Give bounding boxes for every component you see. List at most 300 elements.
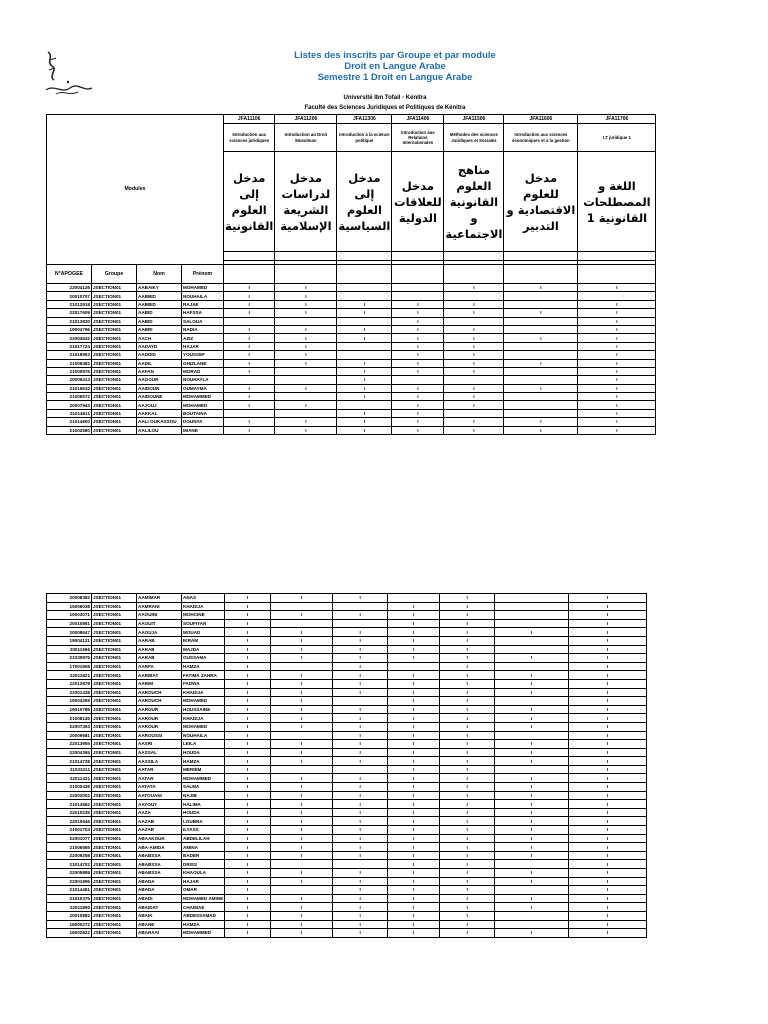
column-header-spacer bbox=[224, 265, 275, 284]
student-apogee: 19004796 bbox=[47, 325, 92, 333]
enrollment-mark-1: I bbox=[224, 359, 275, 367]
student-lastname: AATAR bbox=[137, 774, 182, 783]
student-row bbox=[47, 929, 647, 938]
enrollment-mark-5 bbox=[444, 376, 504, 384]
header-spacer-cell bbox=[444, 252, 504, 261]
student-apogee: 22004365 bbox=[47, 748, 92, 757]
student-group: JSECTION01 bbox=[92, 409, 137, 417]
enrollment-mark-6: I bbox=[495, 671, 569, 680]
enrollment-mark-2 bbox=[271, 886, 333, 895]
student-row bbox=[47, 418, 656, 426]
student-apogee: 22001438 bbox=[47, 688, 92, 697]
student-lastname: AADDID bbox=[137, 351, 182, 359]
enrollment-mark-7: I bbox=[578, 426, 656, 434]
enrollment-mark-1: I bbox=[225, 903, 271, 912]
enrollment-mark-3 bbox=[333, 619, 388, 628]
student-apogee: 20007943 bbox=[47, 401, 92, 409]
student-group: JSECTION01 bbox=[92, 826, 137, 835]
enrollment-mark-2: I bbox=[275, 384, 337, 392]
module-name-fr-7: LT juridique 1 bbox=[578, 124, 656, 152]
student-firstname: SALOUA bbox=[182, 317, 224, 325]
student-row bbox=[47, 342, 656, 350]
enrollment-mark-4: I bbox=[388, 903, 440, 912]
enrollment-mark-3: I bbox=[333, 705, 388, 714]
enrollment-mark-5: I bbox=[444, 342, 504, 350]
module-name-fr-6: Introduction aux sciences économiques et à la gestion bbox=[504, 124, 578, 152]
student-row bbox=[47, 334, 656, 342]
enrollment-mark-7: I bbox=[569, 722, 647, 731]
student-lastname: AABID bbox=[137, 317, 182, 325]
enrollment-mark-1: I bbox=[225, 929, 271, 938]
enrollment-mark-7: I bbox=[569, 654, 647, 663]
enrollment-mark-6: I bbox=[495, 757, 569, 766]
enrollment-mark-2: I bbox=[271, 808, 333, 817]
enrollment-mark-5: I bbox=[444, 351, 504, 359]
student-lastname: AAKKAL bbox=[137, 409, 182, 417]
student-apogee: 21006572 bbox=[47, 393, 92, 401]
enrollment-mark-2: I bbox=[271, 903, 333, 912]
enrollment-mark-4: I bbox=[392, 367, 444, 375]
enrollment-mark-1: I bbox=[225, 748, 271, 757]
student-lastname: AABRI bbox=[137, 325, 182, 333]
column-header-spacer bbox=[504, 265, 578, 284]
enrollment-mark-2 bbox=[271, 765, 333, 774]
list-title: Listes des inscrits par Groupe et par module bbox=[294, 50, 496, 61]
enrollment-table-page-1 bbox=[46, 114, 656, 435]
enrollment-mark-3: I bbox=[333, 834, 388, 843]
enrollment-mark-6: I bbox=[504, 309, 578, 317]
student-group: JSECTION01 bbox=[92, 740, 137, 749]
enrollment-mark-5: I bbox=[440, 903, 495, 912]
enrollment-mark-3: I bbox=[333, 800, 388, 809]
enrollment-mark-4: I bbox=[388, 817, 440, 826]
enrollment-mark-2: I bbox=[271, 611, 333, 620]
enrollment-mark-7: I bbox=[569, 705, 647, 714]
student-lastname: AABBID bbox=[137, 292, 182, 300]
enrollment-mark-4: I bbox=[392, 334, 444, 342]
enrollment-mark-6: I bbox=[495, 894, 569, 903]
student-firstname: OUMAYMA bbox=[182, 384, 224, 392]
enrollment-mark-3: I bbox=[333, 894, 388, 903]
student-group: JSECTION01 bbox=[92, 284, 137, 292]
enrollment-mark-6: I bbox=[495, 817, 569, 826]
header-spacer-cell bbox=[578, 252, 656, 261]
enrollment-mark-1: I bbox=[225, 731, 271, 740]
enrollment-mark-2 bbox=[271, 619, 333, 628]
enrollment-mark-6: I bbox=[495, 929, 569, 938]
enrollment-mark-6 bbox=[504, 292, 578, 300]
enrollment-mark-5: I bbox=[440, 851, 495, 860]
student-row bbox=[47, 367, 656, 375]
enrollment-mark-4 bbox=[392, 376, 444, 384]
enrollment-mark-6 bbox=[495, 731, 569, 740]
student-apogee: 22011890 bbox=[47, 903, 92, 912]
enrollment-mark-2: I bbox=[271, 740, 333, 749]
student-lastname: AAIDOUNE bbox=[137, 393, 182, 401]
enrollment-mark-2: I bbox=[271, 654, 333, 663]
column-header-groupe: Groupe bbox=[92, 265, 137, 284]
student-row bbox=[47, 783, 647, 792]
enrollment-mark-5: I bbox=[440, 697, 495, 706]
enrollment-mark-6 bbox=[495, 662, 569, 671]
student-lastname: AATATA bbox=[137, 783, 182, 792]
enrollment-mark-7: I bbox=[569, 920, 647, 929]
enrollment-mark-5: I bbox=[440, 791, 495, 800]
student-group: JSECTION01 bbox=[92, 611, 137, 620]
enrollment-mark-3: I bbox=[337, 384, 392, 392]
enrollment-mark-5: I bbox=[440, 826, 495, 835]
enrollment-mark-3: I bbox=[333, 774, 388, 783]
student-lastname: AASSAL bbox=[137, 748, 182, 757]
enrollment-mark-5: I bbox=[444, 393, 504, 401]
enrollment-mark-4 bbox=[388, 594, 440, 603]
enrollment-mark-4: I bbox=[392, 409, 444, 417]
enrollment-mark-2: I bbox=[271, 920, 333, 929]
enrollment-mark-5: I bbox=[440, 731, 495, 740]
enrollment-mark-6: I bbox=[495, 740, 569, 749]
student-firstname: ANAS bbox=[182, 594, 225, 603]
enrollment-mark-5: I bbox=[444, 300, 504, 308]
enrollment-mark-5: I bbox=[440, 722, 495, 731]
student-group: JSECTION01 bbox=[92, 594, 137, 603]
student-lastname: AAMRANI bbox=[137, 602, 182, 611]
enrollment-mark-1: I bbox=[225, 740, 271, 749]
student-row bbox=[47, 409, 656, 417]
enrollment-mark-2: I bbox=[271, 877, 333, 886]
module-code-4: JFA11406 bbox=[392, 115, 444, 124]
student-firstname: RAJAE bbox=[182, 300, 224, 308]
enrollment-mark-6: I bbox=[495, 851, 569, 860]
enrollment-mark-1: I bbox=[225, 619, 271, 628]
student-row bbox=[47, 384, 656, 392]
student-lastname: AASRI bbox=[137, 740, 182, 749]
enrollment-mark-3: I bbox=[337, 359, 392, 367]
enrollment-mark-2: I bbox=[271, 636, 333, 645]
student-apogee: 20008382 bbox=[47, 594, 92, 603]
enrollment-mark-7: I bbox=[569, 826, 647, 835]
enrollment-mark-3: I bbox=[333, 714, 388, 723]
enrollment-mark-6: I bbox=[495, 722, 569, 731]
student-lastname: AARAB bbox=[137, 654, 182, 663]
enrollment-mark-5: I bbox=[440, 929, 495, 938]
enrollment-mark-2 bbox=[271, 602, 333, 611]
enrollment-mark-7: I bbox=[578, 418, 656, 426]
student-apogee: 19003071 bbox=[47, 611, 92, 620]
enrollment-mark-4: I bbox=[388, 748, 440, 757]
enrollment-mark-2: I bbox=[271, 894, 333, 903]
student-firstname: KHADIJA bbox=[182, 602, 225, 611]
enrollment-mark-6: I bbox=[504, 334, 578, 342]
student-group: JSECTION01 bbox=[92, 376, 137, 384]
enrollment-mark-7: I bbox=[569, 894, 647, 903]
student-group: JSECTION01 bbox=[92, 731, 137, 740]
student-group: JSECTION01 bbox=[92, 929, 137, 938]
student-apogee: 22001077 bbox=[47, 834, 92, 843]
student-lastname: AALILOU bbox=[137, 426, 182, 434]
enrollment-mark-5: I bbox=[440, 817, 495, 826]
student-group: JSECTION01 bbox=[92, 367, 137, 375]
enrollment-mark-7: I bbox=[569, 877, 647, 886]
column-header-prenom: Prénom bbox=[182, 265, 224, 284]
enrollment-mark-4: I bbox=[388, 834, 440, 843]
student-firstname: HAMZA bbox=[182, 662, 225, 671]
enrollment-mark-5: I bbox=[440, 911, 495, 920]
enrollment-mark-7: I bbox=[578, 393, 656, 401]
student-lastname: ABAAKOUK bbox=[137, 834, 182, 843]
student-group: JSECTION01 bbox=[92, 877, 137, 886]
enrollment-mark-1: I bbox=[225, 808, 271, 817]
enrollment-mark-6: I bbox=[495, 654, 569, 663]
student-row bbox=[47, 800, 647, 809]
module-code-2: JFA11206 bbox=[275, 115, 337, 124]
enrollment-mark-3 bbox=[333, 697, 388, 706]
student-firstname: HOUSSAINE bbox=[182, 705, 225, 714]
student-row bbox=[47, 594, 647, 603]
enrollment-mark-1 bbox=[224, 317, 275, 325]
student-group: JSECTION01 bbox=[92, 309, 137, 317]
enrollment-mark-3: I bbox=[333, 877, 388, 886]
student-apogee: 21002580 bbox=[47, 426, 92, 434]
enrollment-mark-2: I bbox=[271, 843, 333, 852]
student-firstname: MERIEM bbox=[182, 765, 225, 774]
student-apogee: 21006585 bbox=[47, 843, 92, 852]
enrollment-mark-1: I bbox=[225, 834, 271, 843]
university-logo bbox=[40, 46, 96, 102]
enrollment-mark-2: I bbox=[271, 688, 333, 697]
enrollment-mark-3 bbox=[337, 284, 392, 292]
student-firstname: DRISS bbox=[182, 860, 225, 869]
semester-title: Semestre 1 Droit en Langue Arabe bbox=[317, 72, 473, 83]
enrollment-mark-6: I bbox=[495, 748, 569, 757]
student-apogee: 22011431 bbox=[47, 774, 92, 783]
student-row bbox=[47, 774, 647, 783]
enrollment-mark-1: I bbox=[224, 309, 275, 317]
enrollment-mark-3: I bbox=[333, 757, 388, 766]
student-lastname: AATAR bbox=[137, 765, 182, 774]
enrollment-mark-4: I bbox=[392, 418, 444, 426]
student-firstname: HALIMA bbox=[182, 800, 225, 809]
enrollment-mark-6 bbox=[495, 645, 569, 654]
enrollment-mark-4: I bbox=[388, 602, 440, 611]
enrollment-mark-7: I bbox=[578, 284, 656, 292]
student-group: JSECTION01 bbox=[92, 418, 137, 426]
student-firstname: MOHAMED AMINE bbox=[183, 896, 224, 902]
student-row bbox=[47, 351, 656, 359]
enrollment-mark-2: I bbox=[271, 783, 333, 792]
student-firstname: SOUFIYAN bbox=[182, 619, 225, 628]
enrollment-mark-3: I bbox=[333, 740, 388, 749]
module-name-fr-2: Introduction au Droit Musulman bbox=[275, 124, 337, 152]
enrollment-mark-5 bbox=[444, 317, 504, 325]
header-spacer-cell bbox=[275, 252, 337, 261]
student-group: JSECTION01 bbox=[92, 645, 137, 654]
enrollment-mark-1: I bbox=[225, 714, 271, 723]
enrollment-mark-4: I bbox=[388, 791, 440, 800]
enrollment-mark-1: I bbox=[224, 393, 275, 401]
enrollment-mark-3: I bbox=[333, 722, 388, 731]
student-group: JSECTION01 bbox=[92, 705, 137, 714]
enrollment-mark-4 bbox=[388, 662, 440, 671]
student-apogee: 21017724 bbox=[47, 342, 92, 350]
enrollment-mark-5: I bbox=[440, 869, 495, 878]
student-apogee: 22007363 bbox=[47, 722, 92, 731]
enrollment-mark-4: I bbox=[392, 300, 444, 308]
module-name-fr-1: Introduction aux sciences juridiques bbox=[224, 124, 275, 152]
enrollment-mark-4: I bbox=[388, 671, 440, 680]
enrollment-mark-6 bbox=[495, 765, 569, 774]
enrollment-mark-4: I bbox=[388, 757, 440, 766]
enrollment-mark-5: I bbox=[440, 619, 495, 628]
enrollment-mark-6: I bbox=[504, 284, 578, 292]
enrollment-mark-7: I bbox=[578, 367, 656, 375]
student-lastname: AAROUSSI bbox=[137, 731, 182, 740]
student-apogee: 21001703 bbox=[47, 826, 92, 835]
student-firstname: NAJIB bbox=[182, 791, 225, 800]
enrollment-mark-2 bbox=[275, 376, 337, 384]
enrollment-mark-5: I bbox=[440, 705, 495, 714]
student-row bbox=[47, 757, 647, 766]
enrollment-mark-5: I bbox=[444, 325, 504, 333]
enrollment-mark-4: I bbox=[388, 869, 440, 878]
enrollment-mark-3 bbox=[337, 401, 392, 409]
student-apogee: 20010707 bbox=[47, 292, 92, 300]
enrollment-mark-2: I bbox=[271, 628, 333, 637]
student-row bbox=[47, 791, 647, 800]
enrollment-mark-2: I bbox=[271, 826, 333, 835]
enrollment-mark-4: I bbox=[388, 714, 440, 723]
student-group: JSECTION01 bbox=[92, 791, 137, 800]
student-apogee: 22004126 bbox=[47, 284, 92, 292]
student-apogee: 21000439 bbox=[47, 783, 92, 792]
enrollment-mark-3 bbox=[337, 342, 392, 350]
enrollment-mark-2: I bbox=[275, 401, 337, 409]
student-row bbox=[47, 894, 647, 903]
enrollment-mark-7: I bbox=[569, 869, 647, 878]
student-group: JSECTION01 bbox=[92, 325, 137, 333]
enrollment-mark-3: I bbox=[333, 808, 388, 817]
enrollment-mark-3: I bbox=[337, 393, 392, 401]
enrollment-mark-3: I bbox=[337, 309, 392, 317]
enrollment-mark-2: I bbox=[271, 774, 333, 783]
enrollment-mark-4: I bbox=[388, 800, 440, 809]
enrollment-mark-2 bbox=[275, 409, 337, 417]
student-apogee: 22013955 bbox=[47, 740, 92, 749]
student-row bbox=[47, 645, 647, 654]
student-firstname: FATIMA ZAHRA bbox=[182, 671, 225, 680]
enrollment-mark-3: I bbox=[333, 662, 388, 671]
enrollment-table-page-2 bbox=[46, 593, 647, 938]
student-firstname: DOUNYA bbox=[182, 418, 224, 426]
enrollment-mark-7: I bbox=[569, 679, 647, 688]
enrollment-mark-7: I bbox=[569, 602, 647, 611]
student-firstname: MORAD bbox=[182, 367, 224, 375]
student-lastname: ABABSSA bbox=[137, 860, 182, 869]
enrollment-mark-4: I bbox=[388, 636, 440, 645]
enrollment-mark-5: I bbox=[440, 628, 495, 637]
enrollment-mark-7: I bbox=[578, 300, 656, 308]
student-firstname: IMANE bbox=[182, 426, 224, 434]
student-firstname: CHAIMAE bbox=[182, 903, 225, 912]
student-group: JSECTION01 bbox=[92, 911, 137, 920]
student-row bbox=[47, 748, 647, 757]
student-firstname: HAJAR bbox=[182, 342, 224, 350]
student-firstname: MOUAD bbox=[182, 628, 225, 637]
enrollment-mark-2: I bbox=[271, 594, 333, 603]
student-firstname: OMAR bbox=[182, 886, 225, 895]
student-firstname: MAJDA bbox=[182, 645, 225, 654]
student-group: JSECTION01 bbox=[92, 292, 137, 300]
student-apogee: 22005898 bbox=[47, 869, 92, 878]
enrollment-mark-7: I bbox=[569, 645, 647, 654]
enrollment-mark-5 bbox=[444, 292, 504, 300]
enrollment-mark-2: I bbox=[275, 284, 337, 292]
enrollment-mark-6: I bbox=[495, 834, 569, 843]
student-apogee: 21014461 bbox=[47, 886, 92, 895]
enrollment-mark-5: I bbox=[440, 654, 495, 663]
enrollment-mark-6: I bbox=[495, 679, 569, 688]
student-group: JSECTION01 bbox=[92, 886, 137, 895]
student-group: JSECTION01 bbox=[92, 894, 137, 903]
student-firstname: MOHCINE bbox=[182, 611, 225, 620]
enrollment-mark-1: I bbox=[225, 705, 271, 714]
enrollment-mark-2: I bbox=[275, 292, 337, 300]
enrollment-mark-2 bbox=[275, 317, 337, 325]
student-group: JSECTION01 bbox=[92, 757, 137, 766]
student-group: JSECTION01 bbox=[92, 662, 137, 671]
enrollment-mark-3: I bbox=[337, 367, 392, 375]
student-apogee: 18000272 bbox=[47, 920, 92, 929]
enrollment-mark-7: I bbox=[569, 619, 647, 628]
enrollment-mark-4: I bbox=[388, 783, 440, 792]
enrollment-mark-7: I bbox=[569, 886, 647, 895]
student-lastname: AADAYD bbox=[137, 342, 182, 350]
student-lastname: AASSILA bbox=[137, 757, 182, 766]
enrollment-mark-2 bbox=[271, 860, 333, 869]
enrollment-mark-4: I bbox=[392, 401, 444, 409]
enrollment-mark-1: I bbox=[225, 886, 271, 895]
student-firstname: MOHAMED bbox=[182, 722, 225, 731]
enrollment-mark-1: I bbox=[225, 911, 271, 920]
enrollment-mark-1: I bbox=[225, 636, 271, 645]
student-row bbox=[47, 628, 647, 637]
student-group: JSECTION01 bbox=[92, 602, 137, 611]
enrollment-mark-1: I bbox=[224, 384, 275, 392]
enrollment-mark-5: I bbox=[444, 384, 504, 392]
enrollment-mark-5: I bbox=[440, 886, 495, 895]
enrollment-mark-7: I bbox=[569, 800, 647, 809]
student-apogee: 20010861 bbox=[47, 619, 92, 628]
enrollment-mark-4 bbox=[392, 292, 444, 300]
enrollment-mark-2: I bbox=[271, 748, 333, 757]
student-firstname: AMINA bbox=[182, 843, 225, 852]
student-lastname: AAOUJA bbox=[137, 628, 182, 637]
column-header-spacer bbox=[392, 265, 444, 284]
student-row bbox=[47, 300, 656, 308]
enrollment-mark-4: I bbox=[388, 860, 440, 869]
student-group: JSECTION01 bbox=[92, 393, 137, 401]
student-firstname: FADWA bbox=[182, 679, 225, 688]
enrollment-mark-3: I bbox=[333, 645, 388, 654]
enrollment-mark-5: I bbox=[440, 748, 495, 757]
enrollment-mark-6: I bbox=[495, 714, 569, 723]
enrollment-mark-5: I bbox=[440, 594, 495, 603]
enrollment-mark-7: I bbox=[569, 611, 647, 620]
student-firstname: LEILA bbox=[182, 740, 225, 749]
module-code-5: JFA11506 bbox=[444, 115, 504, 124]
enrollment-mark-1: I bbox=[224, 325, 275, 333]
enrollment-mark-7: I bbox=[569, 834, 647, 843]
student-lastname: AAROUR bbox=[137, 705, 182, 714]
